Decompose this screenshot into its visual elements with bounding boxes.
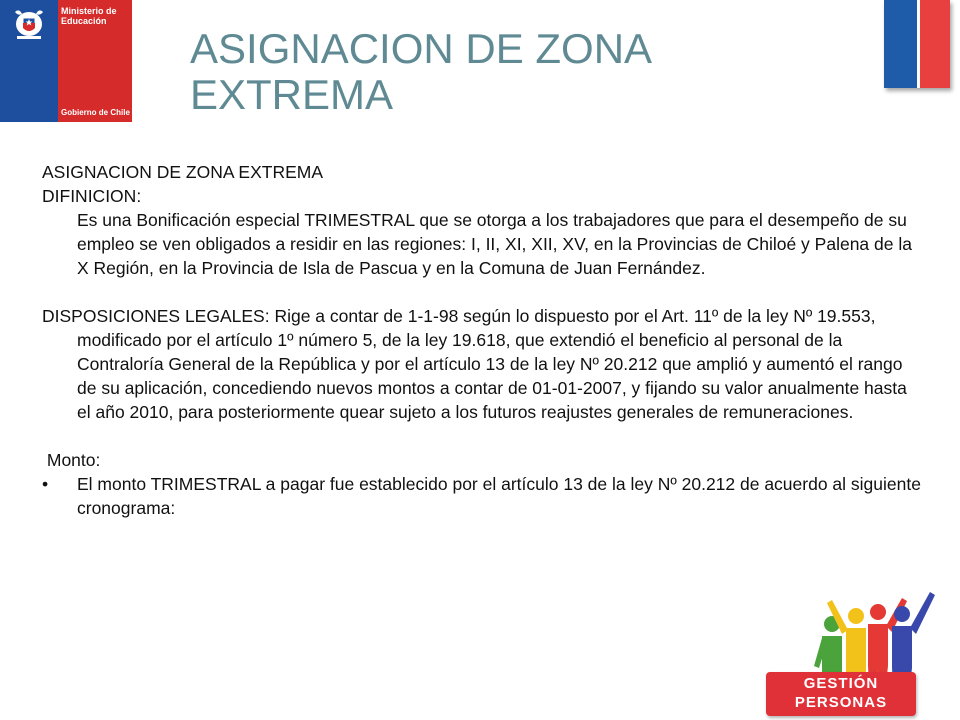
list-item (42, 472, 922, 520)
monto-label: Monto (42, 450, 96, 470)
spacer (42, 424, 922, 448)
definicion-text: Es una Bonificación especial TRIMESTRAL que se otorga a los trabajadores que para el desempeño de su empleo se ven obligados a residir en las regiones: I, II, XI, XII, XV, en la Provincias de Chiloé y Palena de la X Región, en la Provincia de Isla de Pascua y en la Comuna de Juan Fernández. (77, 210, 912, 278)
definicion-colon: : (136, 186, 142, 206)
slide-body (42, 160, 922, 520)
gestion-personas-badge (766, 672, 916, 716)
monto-colon: : (95, 450, 101, 470)
disposiciones-label: DISPOSICIONES LEGALES (42, 306, 265, 326)
gestion-line1: GESTIÓN (803, 675, 879, 692)
definicion-row (42, 184, 922, 208)
flag-blue-stripe (884, 0, 917, 88)
disposiciones-paragraph (42, 304, 922, 424)
slide-title: ASIGNACION DE ZONA EXTREMA (190, 25, 650, 118)
logo-line-ministerio: Ministerio de (61, 6, 117, 16)
ministerio-logo (0, 0, 132, 122)
chile-crest-icon (9, 4, 49, 42)
disposiciones-text: : Rige a contar de 1-1-98 según lo dispuesto por el Art. 11º de la ley Nº 19.553, modificado por el artículo 1º número 5, de la ley 19.618, que extendió el beneficio al personal de la Contraloría General de la República y por el artículo 13 de la ley Nº 20.212 que amplió y aumentó el rango de su aplicación, concediendo nuevos montos a contar de 01-01-2007, y fijando su valor anualmente hasta el año 2010, para posteriormente quear sujeto a los futuros reajustes generales de remuneraciones. (77, 306, 907, 422)
content-heading: ASIGNACION DE ZONA EXTREMA (42, 162, 324, 182)
monto-row (42, 448, 922, 472)
chile-flag-icon (884, 0, 950, 88)
definicion-label: DIFINICION (42, 186, 137, 206)
flag-red-stripe (920, 0, 950, 88)
monto-bullet-text: El monto TRIMESTRAL a pagar fue establecido por el artículo 13 de la ley Nº 20.212 de acuerdo al siguiente cronograma: (77, 474, 921, 518)
bullet-icon: • (42, 474, 49, 494)
gestion-line2: PERSONAS (794, 694, 888, 711)
spacer (42, 280, 922, 304)
logo-line-educacion: Educación (61, 16, 107, 26)
logo-line-gobierno: Gobierno de Chile (61, 108, 130, 117)
